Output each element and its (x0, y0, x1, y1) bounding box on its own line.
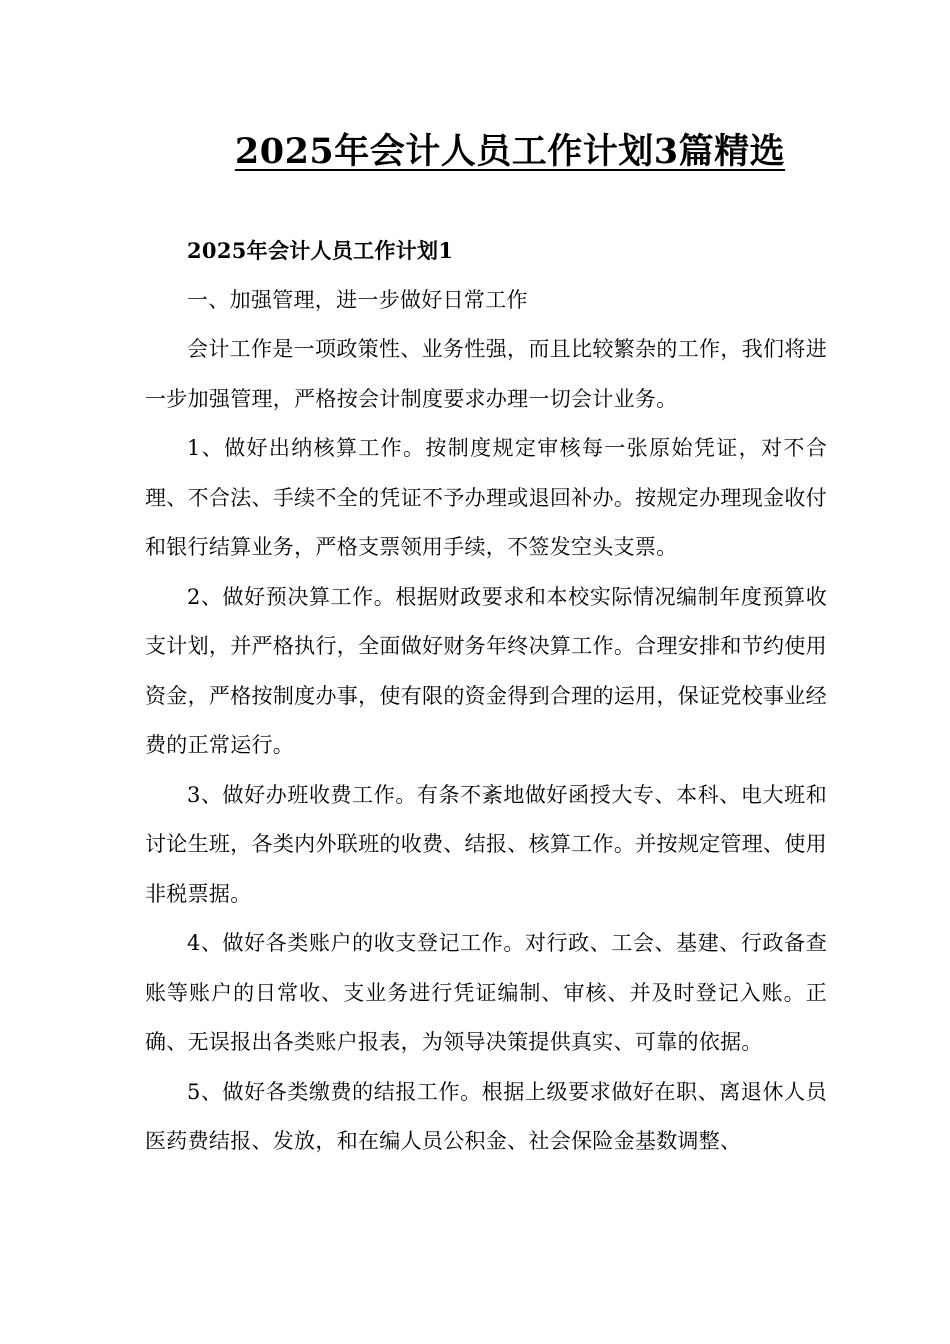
document-title (0, 126, 950, 178)
paragraph-item-3: 3、做好办班收费工作。有条不紊地做好函授大专、本科、电大班和讨论生班，各类内外联班的收费、结报、核算工作。并按规定管理、使用非税票据。 (145, 782, 827, 906)
paragraph-item-5: 5、做好各类缴费的结报工作。根据上级要求做好在职、离退休人员医药费结报、发放，和在编人员公积金、社会保险金基数调整、 (145, 1079, 827, 1153)
document-title-text: 2025年会计人员工作计划3篇精选 (234, 131, 786, 172)
section-heading: 2025年会计人员工作计划1 (187, 238, 454, 263)
paragraph-subheading-1: 一、加强管理，进一步做好日常工作 (187, 287, 528, 312)
paragraph-item-1: 1、做好出纳核算工作。按制度规定审核每一张原始凭证，对不合理、不合法、手续不全的凭证不予办理或退回补办。按规定办理现金收付和银行结算业务，严格支票领用手续，不签发空头支票。 (145, 436, 827, 559)
document-body (145, 226, 827, 1167)
paragraph-item-2: 2、做好预决算工作。根据财政要求和本校实际情况编制年度预算收支计划，并严格执行，全面做好财务年终决算工作。合理安排和节约使用资金，严格按制度办事，使有限的资金得到合理的运用，保证党校事业经费的正常运行。 (145, 584, 827, 757)
paragraph-intro: 会计工作是一项政策性、业务性强，而且比较繁杂的工作，我们将进一步加强管理，严格按会计制度要求办理一切会计业务。 (145, 337, 827, 411)
paragraph-item-4: 4、做好各类账户的收支登记工作。对行政、工会、基建、行政备查账等账户的日常收、支业务进行凭证编制、审核、并及时登记入账。正确、无误报出各类账户报表，为领导决策提供真实、可靠的依据。 (145, 931, 827, 1054)
